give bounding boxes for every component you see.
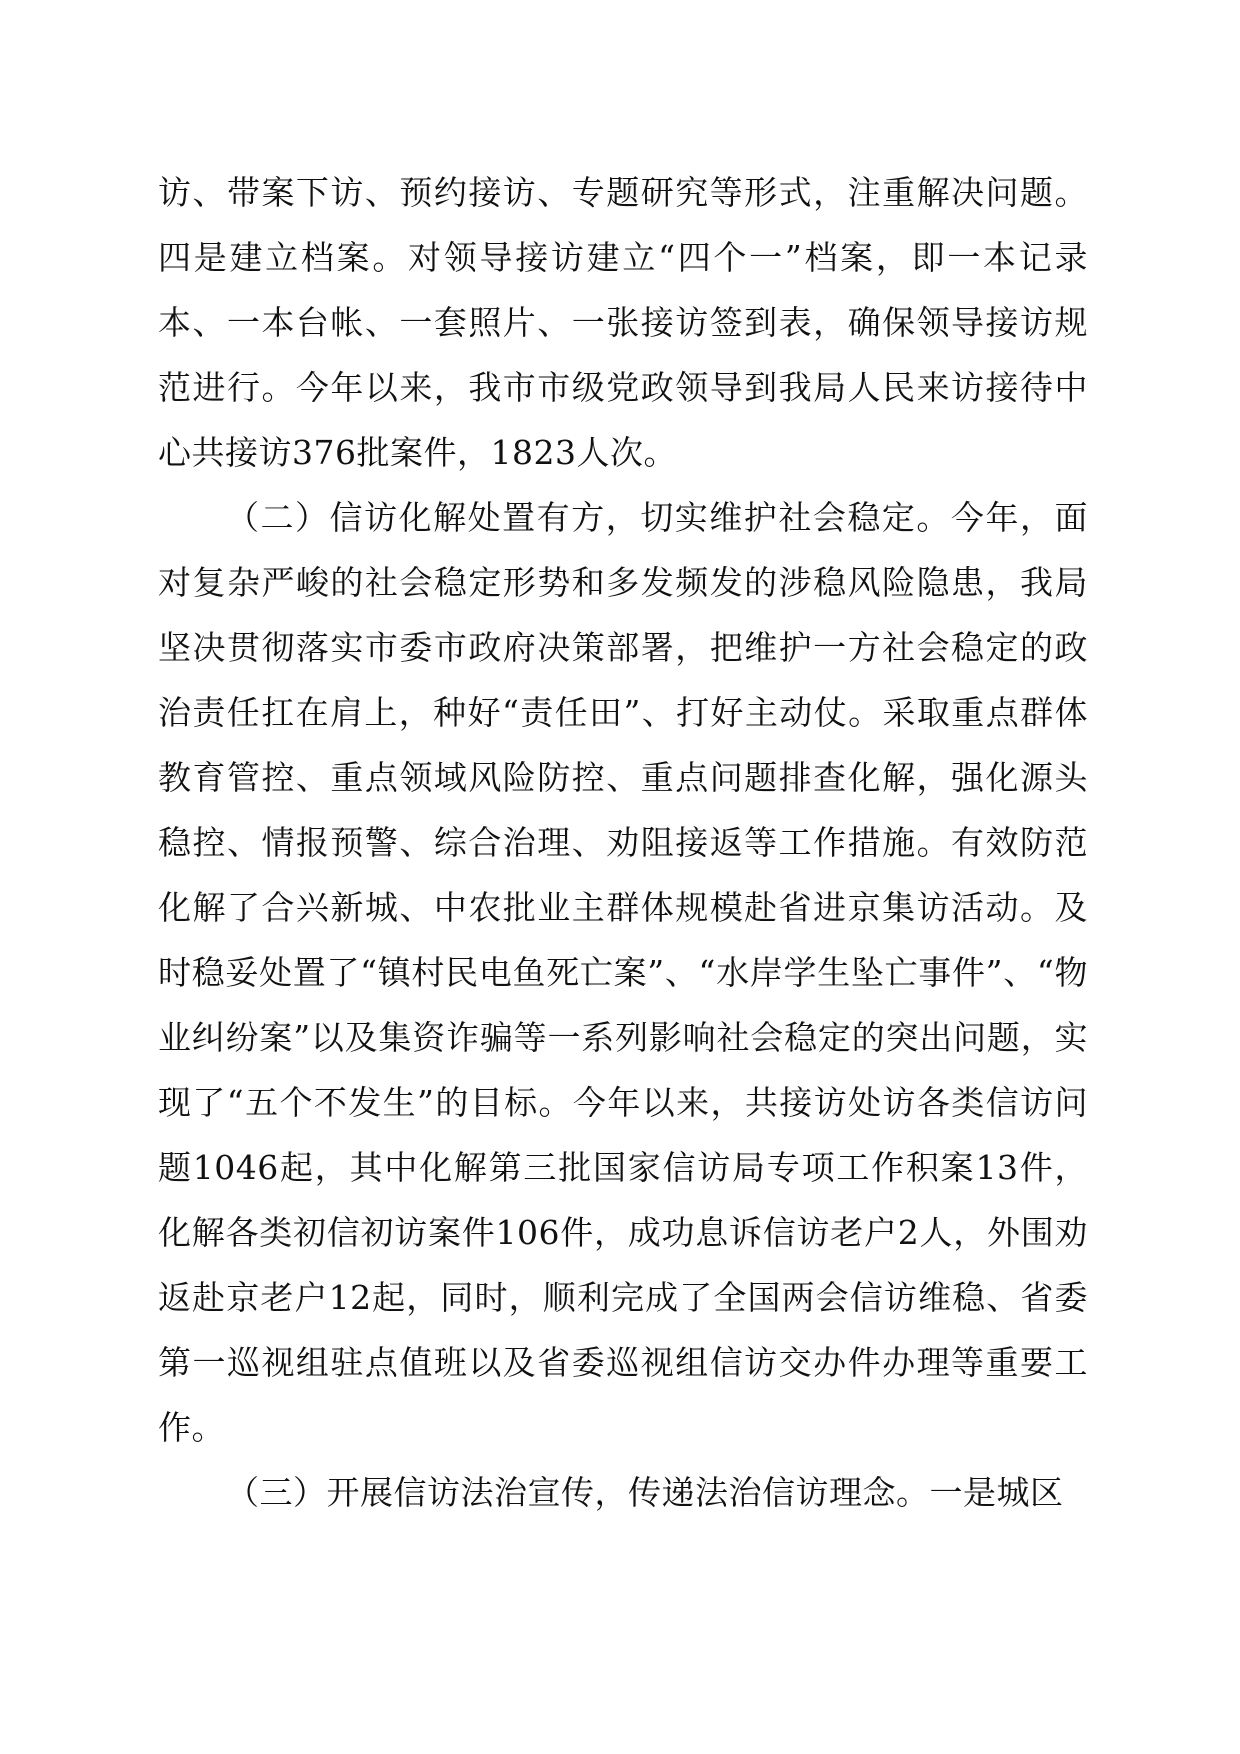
document-body xyxy=(158,160,1088,1525)
paragraph-1: 访、带案下访、预约接访、专题研究等形式，注重解决问题。四是建立档案。对领导接访建立“四个一”档案，即一本记录本、一本台帐、一套照片、一张接访签到表，确保领导接访规范进行。今年以来，我市市级党政领导到我局人民来访接待中心共接访376批案件，1823人次。 xyxy=(158,173,1088,472)
paragraph-2: （二）信访化解处置有方，切实维护社会稳定。今年，面对复杂严峻的社会稳定形势和多发频发的涉稳风险隐患，我局坚决贯彻落实市委市政府决策部署，把维护一方社会稳定的政治责任扛在肩上，种好“责任田”、打好主动仗。采取重点群体教育管控、重点领域风险防控、重点问题排查化解，强化源头稳控、情报预警、综合治理、劝阻接返等工作措施。有效防范化解了合兴新城、中农批业主群体规模赴省进京集访活动。及时稳妥处置了“镇村民电鱼死亡案”、“水岸学生坠亡事件”、“物业纠纷案”以及集资诈骗等一系列影响社会稳定的突出问题，实现了“五个不发生”的目标。今年以来，共接访处访各类信访问题1046起，其中化解第三批国家信访局专项工作积案13件，化解各类初信初访案件106件，成功息诉信访老户2人，外围劝返赴京老户12起，同时，顺利完成了全国两会信访维稳、省委第一巡视组驻点值班以及省委巡视组信访交办件办理等重要工作。 xyxy=(158,498,1088,1447)
paragraph-3: （三）开展信访法治宣传，传递法治信访理念。一是城区 xyxy=(226,1473,1064,1512)
